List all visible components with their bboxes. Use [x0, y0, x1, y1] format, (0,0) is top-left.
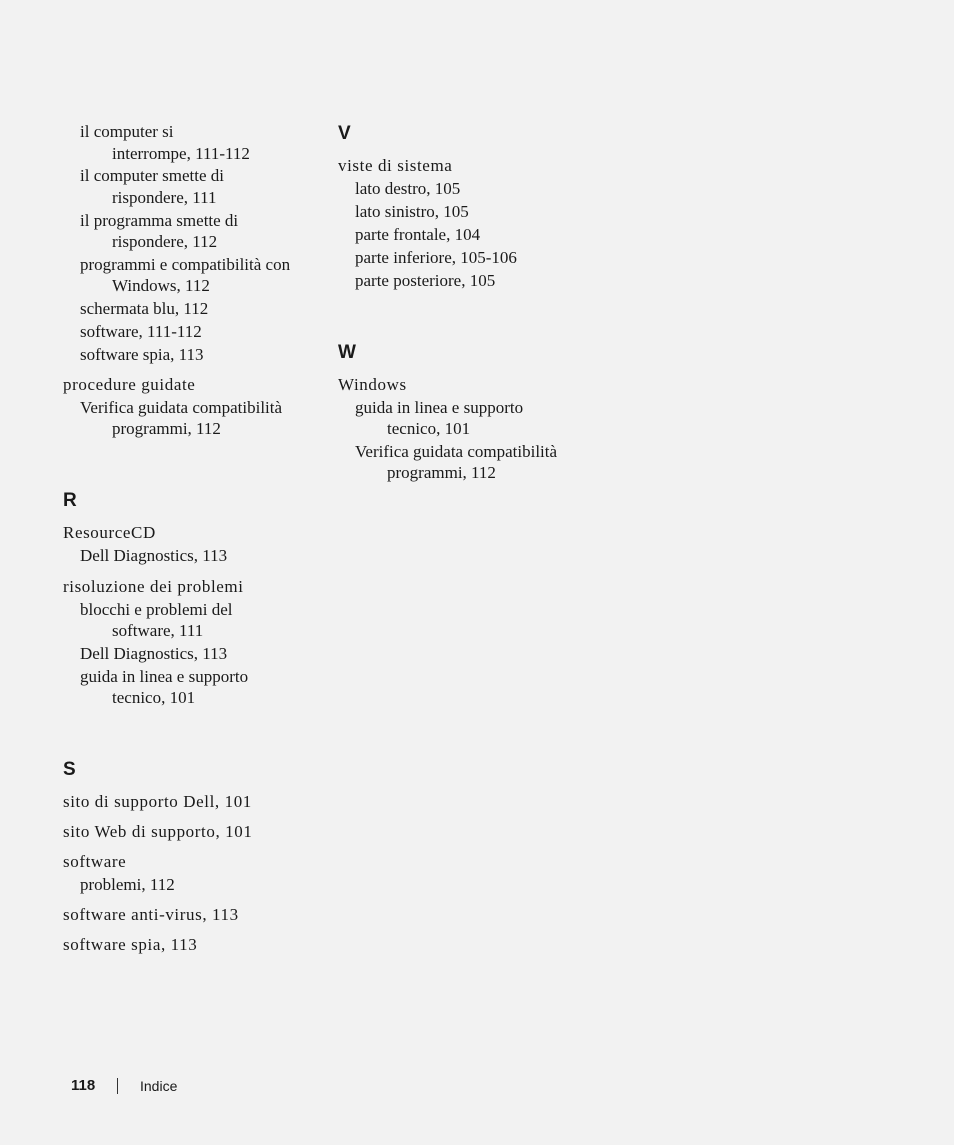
- index-subentry-continuation: rispondere, 112: [112, 232, 218, 251]
- index-subentry: guida in linea e supporto: [80, 667, 249, 686]
- page-number: 118: [71, 1077, 96, 1094]
- index-entry: viste di sistema: [338, 156, 453, 175]
- section-letter-r: R: [63, 490, 77, 511]
- index-entry: risoluzione dei problemi: [63, 577, 244, 596]
- index-subentry: software, 111-112: [80, 322, 202, 341]
- index-subentry: software spia, 113: [80, 345, 204, 364]
- footer-divider: [117, 1078, 118, 1094]
- index-subentry: programmi e compatibilità con: [80, 255, 291, 274]
- index-subentry: Dell Diagnostics, 113: [80, 546, 228, 565]
- index-subentry: Verifica guidata compatibilità: [355, 442, 558, 461]
- index-entry: procedure guidate: [63, 375, 196, 394]
- index-entry: software spia, 113: [63, 935, 198, 954]
- index-subentry: problemi, 112: [80, 875, 175, 894]
- index-subentry-continuation: tecnico, 101: [112, 688, 196, 707]
- index-subentry: parte frontale, 104: [355, 225, 481, 244]
- index-subentry: il computer smette di: [80, 166, 224, 185]
- index-subentry-continuation: Windows, 112: [112, 276, 210, 295]
- index-subentry: parte posteriore, 105: [355, 271, 496, 290]
- index-subentry: lato sinistro, 105: [355, 202, 469, 221]
- index-subentry-continuation: programmi, 112: [387, 463, 496, 482]
- index-subentry: blocchi e problemi del: [80, 600, 233, 619]
- index-subentry: parte inferiore, 105-106: [355, 248, 517, 267]
- footer-section-title: Indice: [140, 1078, 178, 1094]
- index-entry: ResourceCD: [63, 523, 156, 542]
- index-subentry-continuation: tecnico, 101: [387, 419, 471, 438]
- section-letter-w: W: [338, 342, 356, 363]
- index-subentry: il programma smette di: [80, 211, 239, 230]
- index-subentry: guida in linea e supporto: [355, 398, 524, 417]
- index-subentry: Dell Diagnostics, 113: [80, 644, 228, 663]
- index-subentry: il computer si: [80, 122, 174, 141]
- index-subentry: schermata blu, 112: [80, 299, 209, 318]
- index-subentry-continuation: software, 111: [112, 621, 204, 640]
- index-entry: software: [63, 852, 127, 871]
- index-entry: sito di supporto Dell, 101: [63, 792, 252, 811]
- index-entry: software anti-virus, 113: [63, 905, 239, 924]
- index-subentry: Verifica guidata compatibilità: [80, 398, 283, 417]
- index-subentry-continuation: interrompe, 111-112: [112, 144, 250, 163]
- index-entry: sito Web di supporto, 101: [63, 822, 253, 841]
- index-entry: Windows: [338, 375, 407, 394]
- section-letter-s: S: [63, 759, 76, 780]
- index-subentry-continuation: programmi, 112: [112, 419, 221, 438]
- index-subentry-continuation: rispondere, 111: [112, 188, 217, 207]
- section-letter-v: V: [338, 123, 351, 144]
- index-subentry: lato destro, 105: [355, 179, 461, 198]
